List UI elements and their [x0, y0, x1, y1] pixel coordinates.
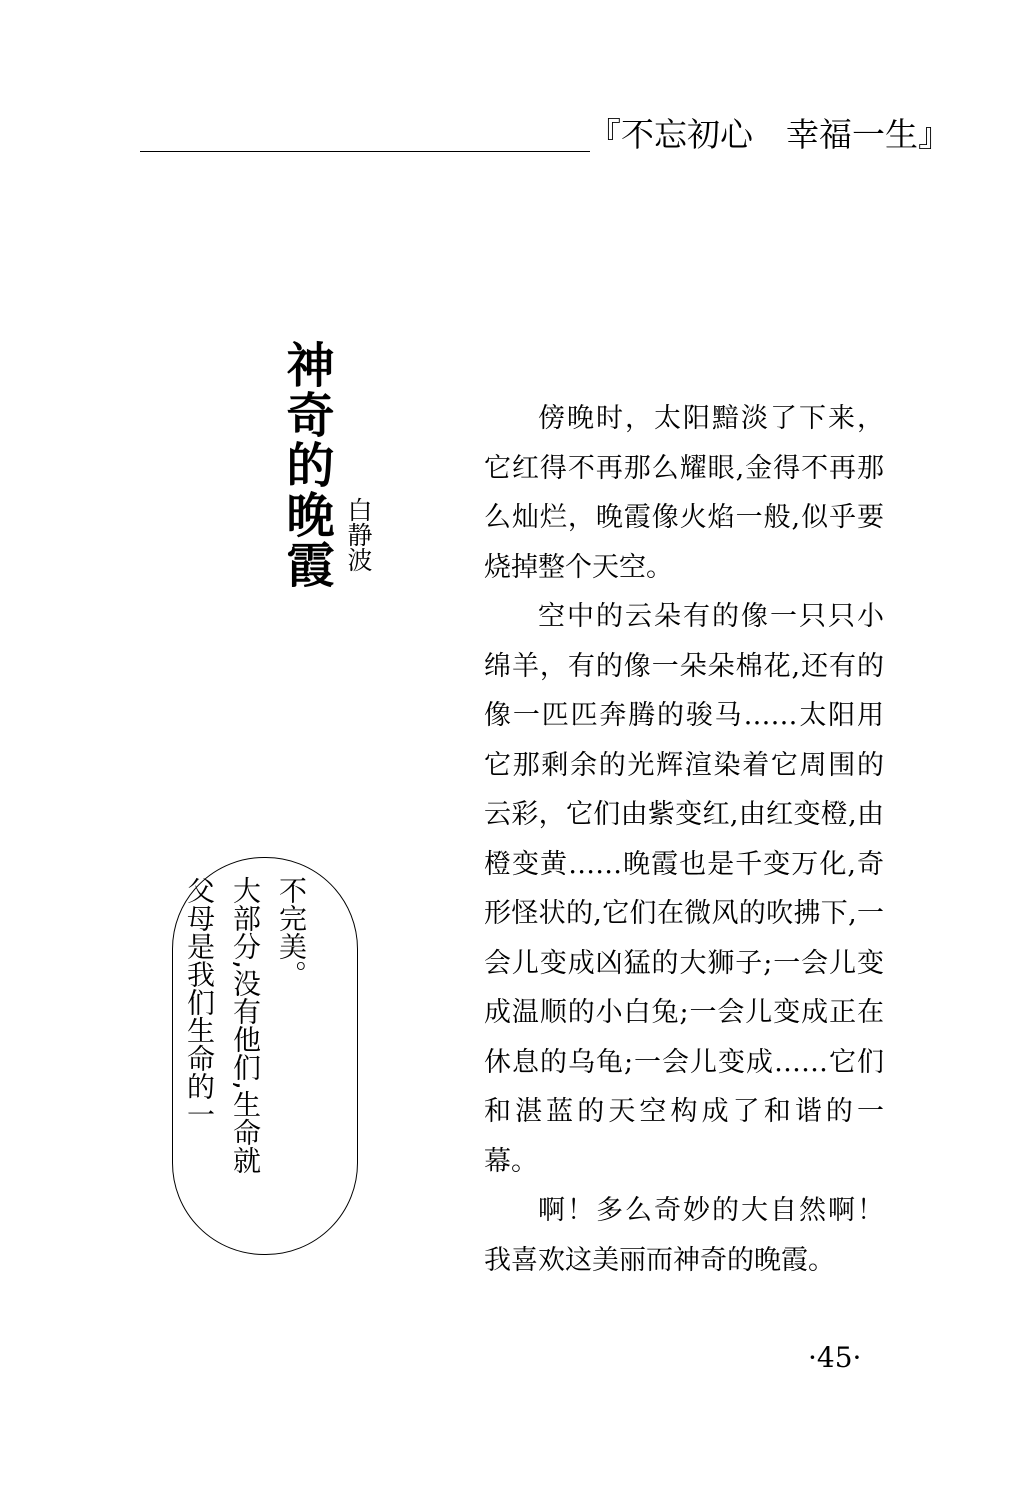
- article-author: 白静波: [344, 497, 373, 572]
- article-title: 神奇的晚霞: [278, 340, 334, 590]
- running-header-title: 『不忘初心 幸福一生』: [588, 115, 951, 154]
- page-number: ·45·: [808, 1341, 862, 1374]
- quote-line: 大部分,没有他们,生命就: [229, 876, 262, 1174]
- quote-line: 父母是我们生命的一: [183, 876, 216, 1128]
- article-body: [484, 394, 884, 1285]
- paragraph: 啊！多么奇妙的大自然啊！我喜欢这美丽而神奇的晚霞。: [484, 1195, 884, 1276]
- paragraph: 傍晚时，太阳黯淡了下来，它红得不再那么耀眼,金得不再那么灿烂，晚霞像火焰一般,似乎要烧掉整个天空。: [484, 403, 884, 583]
- sidebar-quote: [183, 876, 314, 1251]
- header-rule: [140, 151, 590, 152]
- paragraph: 空中的云朵有的像一只只小绵羊，有的像一朵朵棉花,还有的像一匹匹奔腾的骏马……太阳用它那剩余的光辉渲染着它周围的云彩，它们由紫变红,由红变橙,由橙变黄……晚霞也是千变万化,奇形怪状的,它们在微风的吹拂下,一会儿变成凶猛的大狮子;一会儿变成温顺的小白兔;一会儿变成正在休息的乌龟;一会儿变成……它们和湛蓝的天空构成了和谐的一幕。: [484, 601, 884, 1177]
- quote-line: 不完美。: [275, 876, 308, 988]
